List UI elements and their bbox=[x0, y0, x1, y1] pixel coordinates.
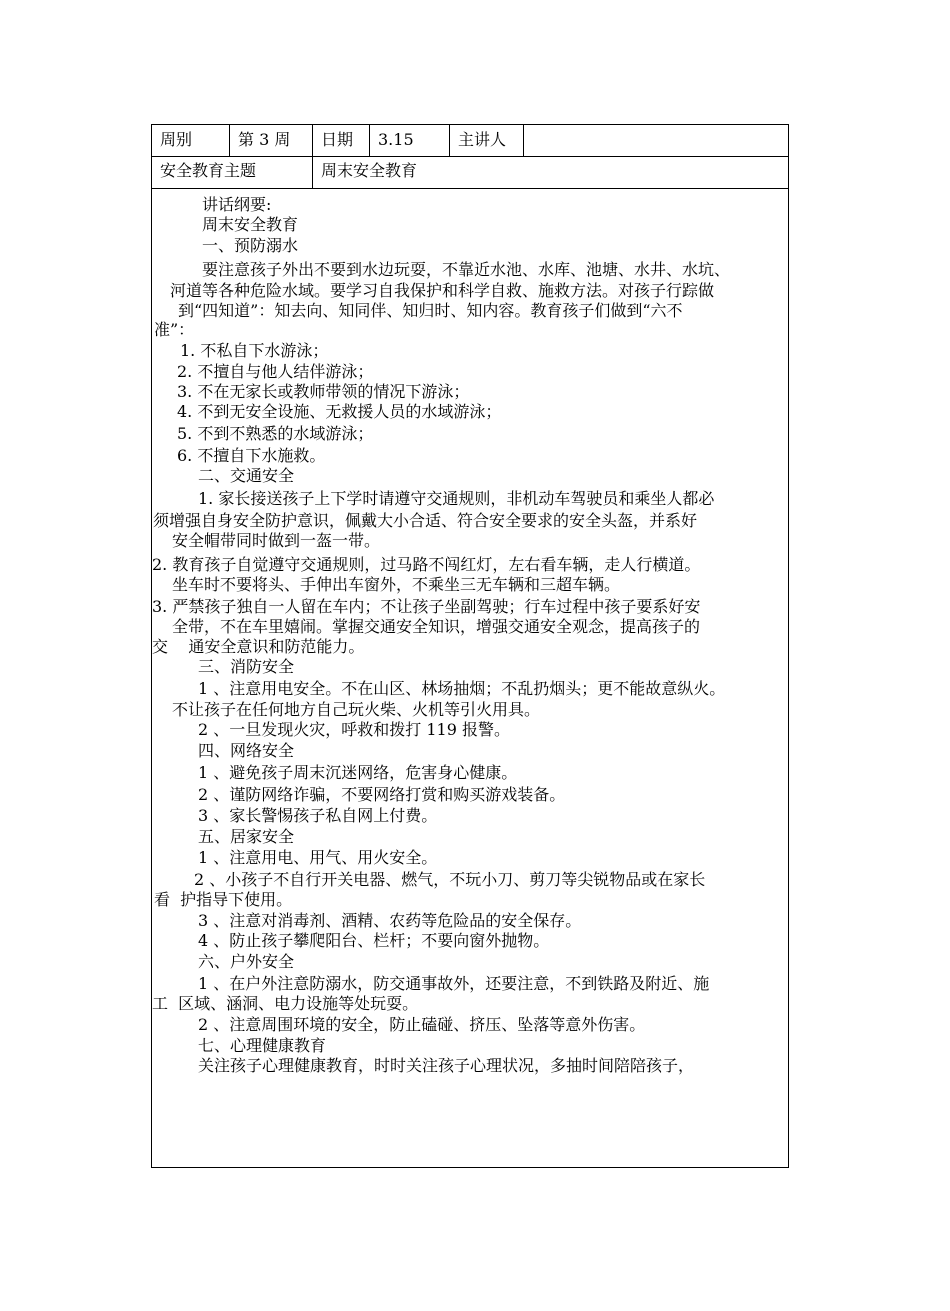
outline-line: 讲话纲要: bbox=[202, 195, 272, 214]
outline-line: 七、心理健康教育 bbox=[198, 1036, 327, 1055]
outline-line: 6. 不擅自下水施救。 bbox=[177, 446, 326, 465]
outline-line: 河道等各种危险水域。要学习自我保护和科学自救、施救方法。对孩子行踪做 bbox=[170, 281, 715, 300]
outline-line: 2 、谨防网络诈骗，不要网络打赏和购买游戏装备。 bbox=[198, 785, 566, 804]
outline-line: 交 通安全意识和防范能力。 bbox=[152, 637, 365, 656]
speaker-value bbox=[524, 125, 788, 156]
outline-line: 3 、家长警惕孩子私自网上付费。 bbox=[198, 806, 438, 825]
outline-line: 要注意孩子外出不要到水边玩耍，不靠近水池、水库、池塘、水井、水坑、 bbox=[202, 260, 731, 279]
outline-line: 3 、注意对消毒剂、酒精、农药等危险品的安全保存。 bbox=[198, 911, 582, 930]
outline-line: 1 、注意用电安全。不在山区、林场抽烟；不乱扔烟头；更不能故意纵火。 bbox=[198, 679, 726, 698]
outline-line: 一、预防溺水 bbox=[202, 236, 299, 255]
topic-value: 周末安全教育 bbox=[321, 161, 418, 180]
outline-line: 2 、一旦发现火灾，呼救和拨打 119 报警。 bbox=[198, 720, 510, 739]
week-label: 周别 bbox=[152, 125, 230, 156]
outline-line: 2. 不擅自与他人结伴游泳； bbox=[177, 362, 374, 381]
outline-line: 三、消防安全 bbox=[198, 657, 295, 676]
outline-line: 准”： bbox=[154, 320, 195, 339]
outline-line: 3. 严禁孩子独自一人留在车内；不让孩子坐副驾驶；行车过程中孩子要系好安 bbox=[152, 597, 701, 616]
topic-label: 安全教育主题 bbox=[152, 156, 313, 188]
speaker-label: 主讲人 bbox=[450, 125, 524, 156]
outline-line: 5. 不到不熟悉的水域游泳； bbox=[177, 424, 374, 443]
outline-line: 1 、在户外注意防溺水，防交通事故外，还要注意，不到铁路及附近、施 bbox=[198, 974, 710, 993]
outline-line: 五、居家安全 bbox=[198, 827, 295, 846]
week-value: 第 3 周 bbox=[230, 125, 313, 156]
outline-line: 1 、注意用电、用气、用火安全。 bbox=[198, 848, 438, 867]
date-label: 日期 bbox=[313, 125, 370, 156]
header-row bbox=[152, 125, 788, 157]
outline-line: 不让孩子在任何地方自己玩火柴、火机等引火用具。 bbox=[172, 700, 541, 719]
outline-line: 工 区域、涵洞、电力设施等处玩耍。 bbox=[152, 994, 419, 1013]
outline-line: 坐车时不要将头、手伸出车窗外，不乘坐三无车辆和三超车辆。 bbox=[172, 575, 621, 594]
outline-line: 2. 教育孩子自觉遵守交通规则，过马路不闯红灯，左右看车辆，走人行横道。 bbox=[152, 555, 701, 574]
outline-line: 1 、避免孩子周末沉迷网络，危害身心健康。 bbox=[198, 763, 518, 782]
outline-line: 3. 不在无家长或教师带领的情况下游泳； bbox=[177, 382, 470, 401]
outline-line: 六、户外安全 bbox=[198, 952, 295, 971]
outline-line: 1. 不私自下水游泳； bbox=[180, 341, 329, 360]
outline-line: 二、交通安全 bbox=[198, 466, 295, 485]
outline-line: 到“四知道”：知去向、知同伴、知归时、知内容。教育孩子们做到“六不 bbox=[178, 301, 683, 320]
date-value: 3.15 bbox=[370, 125, 450, 156]
outline-line: 关注孩子心理健康教育，时时关注孩子心理状况，多抽时间陪陪孩子， bbox=[198, 1056, 695, 1075]
outline-line: 看 护指导下使用。 bbox=[154, 890, 293, 909]
topic-row bbox=[152, 156, 788, 189]
outline-line: 2 、小孩子不自行开关电器、燃气，不玩小刀、剪刀等尖锐物品或在家长 bbox=[194, 870, 706, 889]
outline-line: 2 、注意周围环境的安全，防止磕碰、挤压、坠落等意外伤害。 bbox=[198, 1015, 646, 1034]
outline-line: 1. 家长接送孩子上下学时请遵守交通规则，非机动车驾驶员和乘坐人都必 bbox=[198, 489, 715, 508]
outline-line: 4. 不到无安全设施、无救援人员的水域游泳； bbox=[177, 402, 502, 421]
outline-line: 周末安全教育 bbox=[202, 215, 299, 234]
lesson-record-table bbox=[151, 124, 789, 1168]
outline-line: 须增强自身安全防护意识，佩戴大小合适、符合安全要求的安全头盔，并系好 bbox=[153, 511, 698, 530]
outline-line: 全带，不在车里嬉闹。掌握交通安全知识，增强交通安全观念，提高孩子的 bbox=[172, 617, 701, 636]
outline-line: 四、网络安全 bbox=[198, 741, 295, 760]
outline-line: 安全帽带同时做到一盔一带。 bbox=[172, 531, 381, 550]
outline-line: 4 、防止孩子攀爬阳台、栏杆；不要向窗外抛物。 bbox=[198, 931, 550, 950]
